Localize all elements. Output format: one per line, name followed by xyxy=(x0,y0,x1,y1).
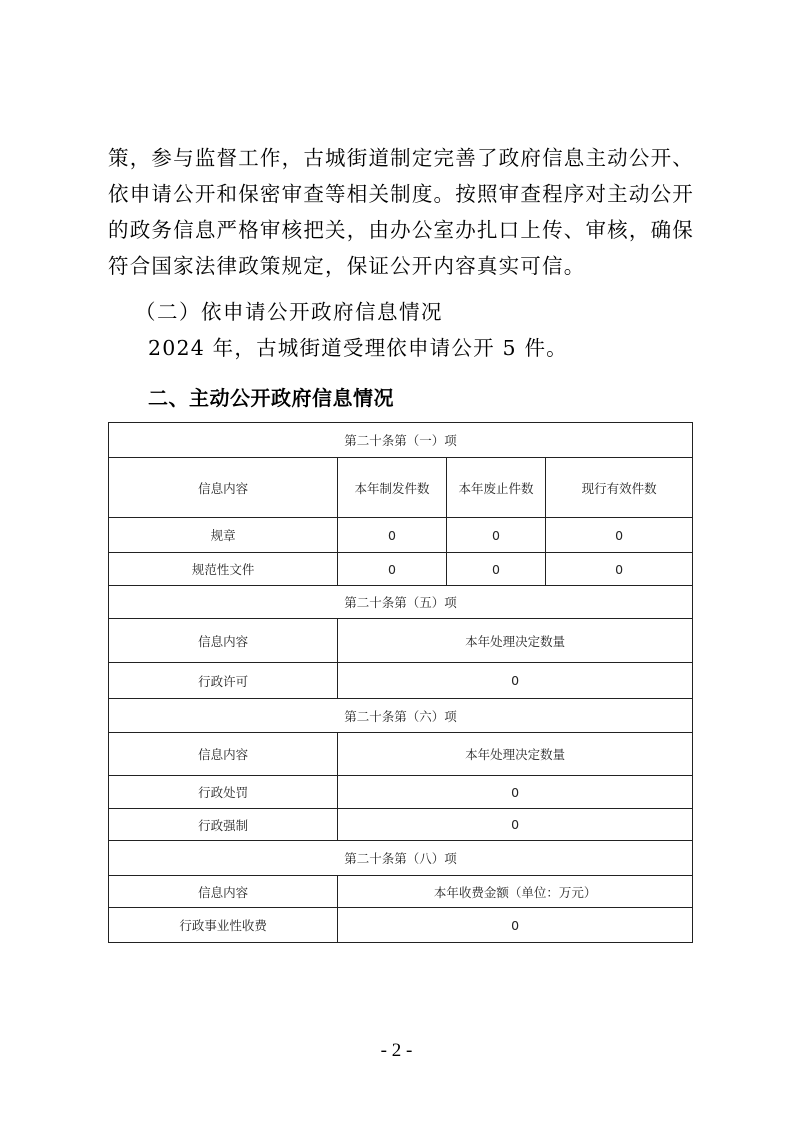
body-paragraph: 2024 年，古城街道受理依申请公开 5 件。 xyxy=(148,336,568,360)
table-row xyxy=(109,908,693,943)
cell-value: 0 xyxy=(338,663,693,699)
header-cell: 现行有效件数 xyxy=(546,458,693,518)
table-row xyxy=(109,776,693,809)
header-cell: 信息内容 xyxy=(109,733,338,776)
table-row xyxy=(109,518,693,553)
cell-value: 0 xyxy=(338,518,447,553)
table-header-row xyxy=(109,876,693,908)
table-header-row xyxy=(109,458,693,518)
cell-value: 0 xyxy=(546,518,693,553)
cell-value: 0 xyxy=(546,553,693,586)
header-cell: 本年废止件数 xyxy=(446,458,546,518)
header-cell: 信息内容 xyxy=(109,458,338,518)
row-label: 行政事业性收费 xyxy=(109,908,338,943)
header-cell: 信息内容 xyxy=(109,876,338,908)
table-header-row xyxy=(109,619,693,663)
section-heading: 二、主动公开政府信息情况 xyxy=(148,386,394,410)
table-row xyxy=(109,663,693,699)
row-label: 规章 xyxy=(109,518,338,553)
table-section-title-row xyxy=(109,586,693,619)
section-title: 第二十条第（一）项 xyxy=(109,423,693,458)
section-title: 第二十条第（八）项 xyxy=(109,841,693,876)
header-cell: 本年收费金额（单位：万元） xyxy=(338,876,693,908)
header-cell: 信息内容 xyxy=(109,619,338,663)
header-cell: 本年处理决定数量 xyxy=(338,733,693,776)
table-section-title-row xyxy=(109,699,693,733)
table-header-row xyxy=(109,733,693,776)
section-title: 第二十条第（六）项 xyxy=(109,699,693,733)
row-label: 规范性文件 xyxy=(109,553,338,586)
row-label: 行政强制 xyxy=(109,809,338,841)
table-row xyxy=(109,809,693,841)
table-row xyxy=(109,553,693,586)
body-paragraph: 策，参与监督工作，古城街道制定完善了政府信息主动公开、依申请公开和保密审查等相关制度。按照审查程序对主动公开的政务信息严格审核把关，由办公室办扎口上传、审核，确保符合国家法律政策规定，保证公开内容真实可信。 xyxy=(108,146,694,278)
cell-value: 0 xyxy=(338,776,693,809)
row-label: 行政处罚 xyxy=(109,776,338,809)
cell-value: 0 xyxy=(446,518,546,553)
cell-value: 0 xyxy=(338,809,693,841)
header-cell: 本年制发件数 xyxy=(338,458,447,518)
subheading: （二）依申请公开政府信息情况 xyxy=(135,300,443,324)
section-title: 第二十条第（五）项 xyxy=(109,586,693,619)
cell-value: 0 xyxy=(338,908,693,943)
cell-value: 0 xyxy=(446,553,546,586)
table-section-title-row xyxy=(109,841,693,876)
table-section-title-row xyxy=(109,423,693,458)
row-label: 行政许可 xyxy=(109,663,338,699)
header-cell: 本年处理决定数量 xyxy=(338,619,693,663)
cell-value: 0 xyxy=(338,553,447,586)
page-number: - 2 - xyxy=(380,1040,413,1061)
disclosure-table xyxy=(108,422,693,943)
